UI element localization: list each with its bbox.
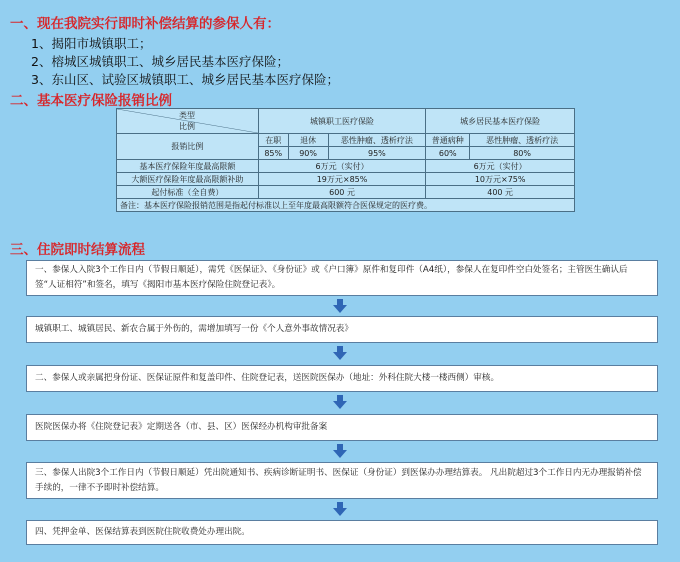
row-resident-value: 6万元（实付） <box>426 160 575 173</box>
sub-header-employee-special: 恶性肿瘤、透析疗法 <box>328 134 426 147</box>
ratio-employee-special: 95% <box>328 147 426 160</box>
row-employee-value: 6万元（实付） <box>258 160 426 173</box>
section3-title: 三、住院即时结算流程 <box>10 242 145 258</box>
insured-item-2: 2、榕城区城镇职工、城乡居民基本医疗保险； <box>31 54 289 69</box>
arrow-down-icon <box>333 346 347 360</box>
row-employee-value: 600 元 <box>258 186 426 199</box>
section2-title: 二、基本医疗保险报销比例 <box>10 93 172 109</box>
table-corner-cell <box>117 109 259 134</box>
ratio-retired: 90% <box>288 147 328 160</box>
arrow-down-icon <box>333 502 347 516</box>
ratio-resident-special: 80% <box>470 147 575 160</box>
table-row <box>117 173 575 186</box>
corner-type-label: 类型 <box>179 111 195 120</box>
row-label: 起付标准（全自费） <box>117 186 259 199</box>
sub-header-ordinary: 普通病种 <box>426 134 470 147</box>
insured-item-1: 1、揭阳市城镇职工； <box>31 36 152 51</box>
flow-step-5 <box>26 462 658 499</box>
row-label: 大额医疗保险年度最高限额补助 <box>117 173 259 186</box>
section1-title: 一、现在我院实行即时补偿结算的参保人有： <box>10 16 280 32</box>
ratio-ordinary: 60% <box>426 147 470 160</box>
sub-header-retired: 退休 <box>288 134 328 147</box>
flow-step-text: 四、凭押金单、医保结算表到医院住院收费处办理出院。 <box>35 527 250 537</box>
row-resident-value: 10万元×75% <box>426 173 575 186</box>
row-resident-value: 400 元 <box>426 186 575 199</box>
row-ratio-label: 报销比例 <box>117 134 259 160</box>
row-label: 基本医疗保险年度最高限额 <box>117 160 259 173</box>
arrow-down-icon <box>333 395 347 409</box>
table-row <box>117 160 575 173</box>
reimbursement-table <box>116 108 575 212</box>
row-employee-value: 19万元×85% <box>258 173 426 186</box>
corner-ratio-label: 比例 <box>179 122 195 131</box>
flow-step-4 <box>26 414 658 441</box>
flow-step-text: 二、参保人或亲属把身份证、医保证原件和复盖印件、住院登记表，送医院医保办（地址：外科住院大楼一楼西侧）审核。 <box>35 373 500 383</box>
sub-header-employed: 在职 <box>258 134 288 147</box>
ratio-employed: 85% <box>258 147 288 160</box>
flow-step-text: 医院医保办将《住院登记表》定期送各（市、县、区）医保经办机构审批备案 <box>35 422 328 432</box>
table-note: 备注：基本医疗保险报销范围是指起付标准以上至年度最高限额符合医保规定的医疗费。 <box>117 199 575 212</box>
flow-step-2 <box>26 316 658 343</box>
header-resident: 城乡居民基本医疗保险 <box>426 109 575 134</box>
arrow-down-icon <box>333 444 347 458</box>
flow-step-6 <box>26 520 658 545</box>
insured-item-3: 3、东山区、试验区城镇职工、城乡居民基本医疗保险； <box>31 72 339 87</box>
flow-step-text: 一、参保人入院3个工作日内（节假日顺延），需凭《医保证》、《身份证》或《户口簿》原件和复印件（A4纸），参保人在复印件空白处签名；主管医生确认后签“人证相符”和签名，填写《揭阳市基本医疗保险住院登记表》。 <box>35 265 628 290</box>
header-employee: 城镇职工医疗保险 <box>258 109 426 134</box>
flow-step-3 <box>26 365 658 392</box>
table-row <box>117 186 575 199</box>
flow-step-text: 三、参保人出院3个工作日内（节假日顺延）凭出院通知书、疾病诊断证明书、医保证（身份证）到医保办办理结算表。 凡出院超过3个工作日内无办理报销补偿手续的，一律不予即时补偿结算。 <box>35 467 642 493</box>
arrow-down-icon <box>333 299 347 313</box>
sub-header-resident-special: 恶性肿瘤、透析疗法 <box>470 134 575 147</box>
flow-step-1 <box>26 260 658 296</box>
flow-step-text: 城镇职工、城镇居民、新农合属于外伤的，需增加填写一份《个人意外事故情况表》 <box>35 324 353 334</box>
